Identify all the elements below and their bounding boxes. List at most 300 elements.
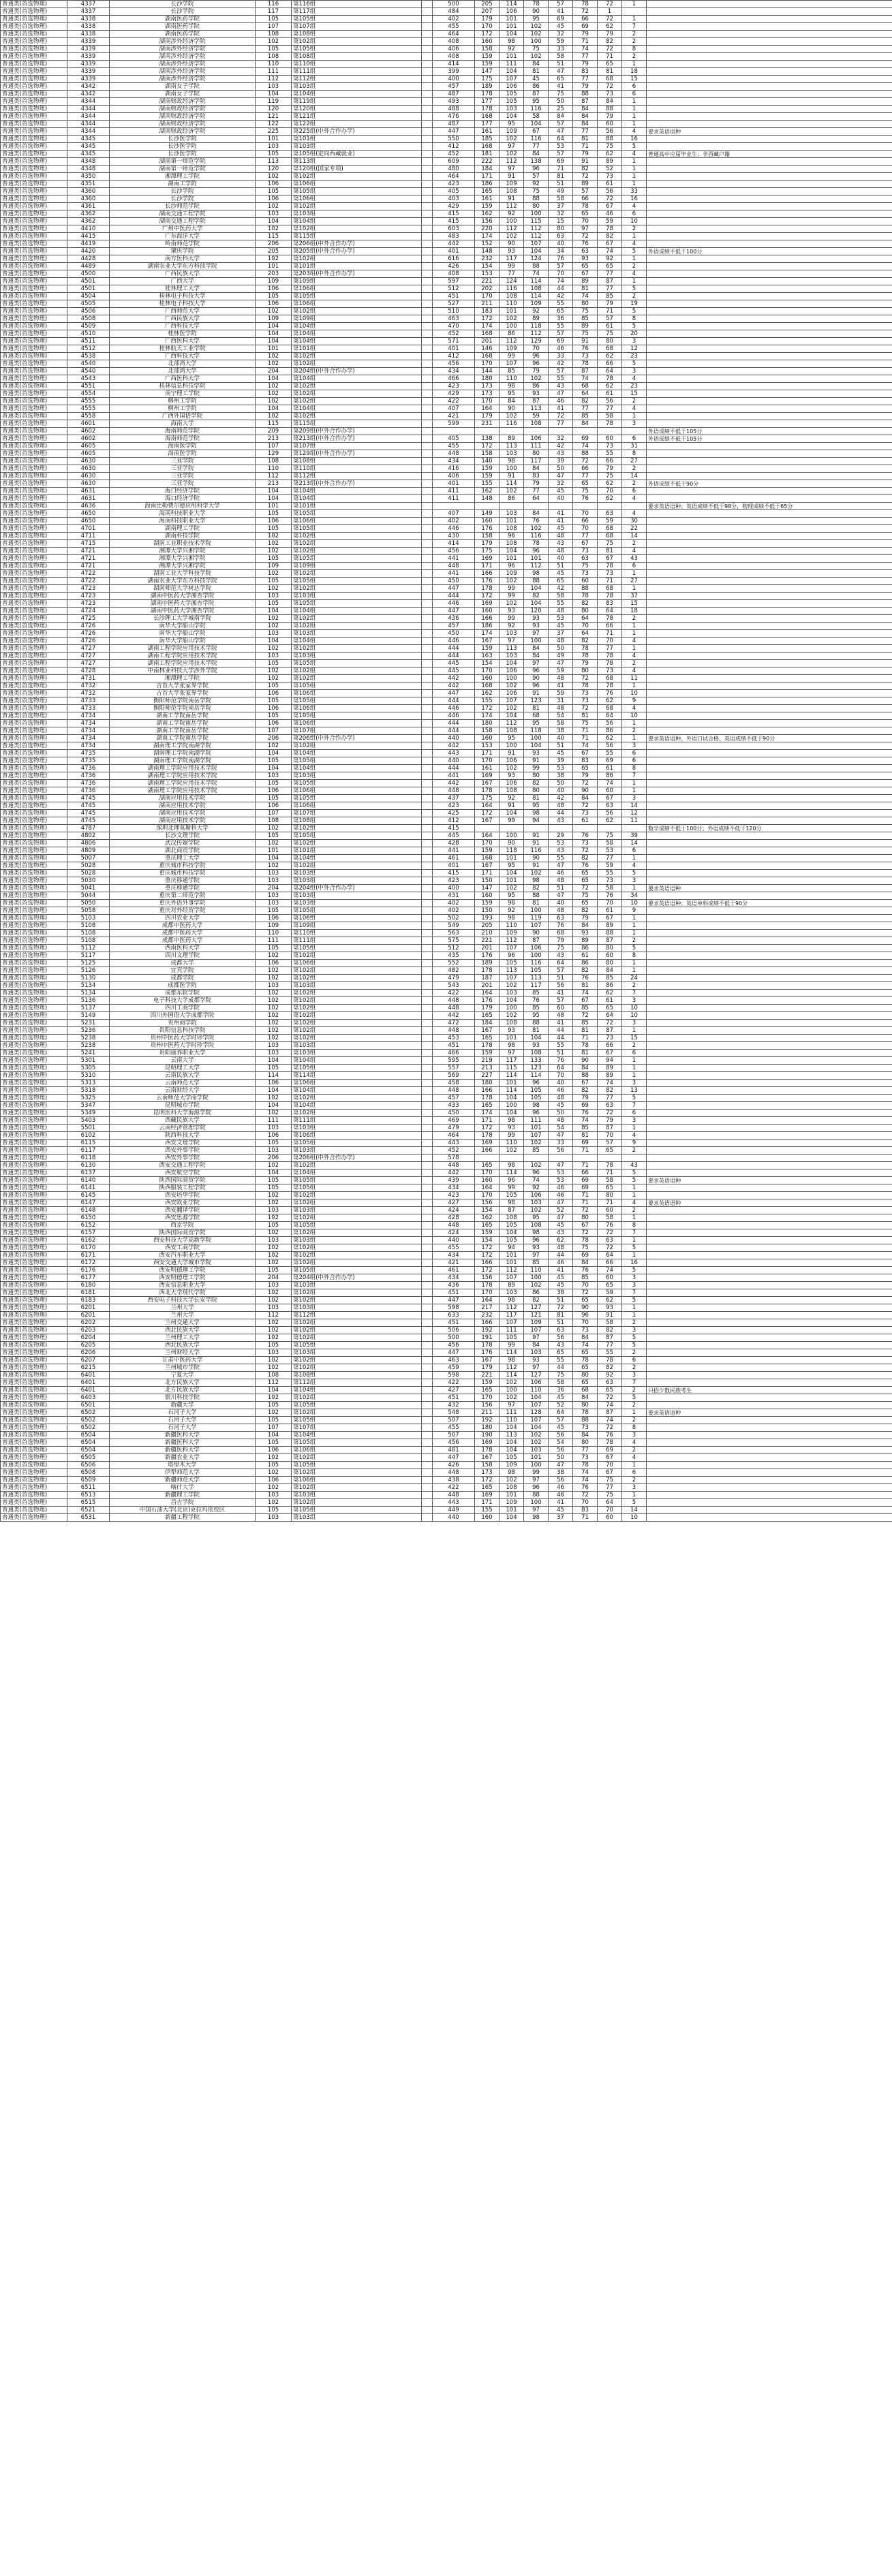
table-cell: 6506 (67, 1462, 110, 1469)
table-cell: 4543 (67, 375, 110, 383)
table-cell: 4745 (67, 802, 110, 810)
table-cell (422, 870, 433, 877)
table-cell: 69 (573, 1177, 598, 1184)
table-cell (422, 1319, 433, 1327)
table-cell: 15 (622, 600, 647, 608)
table-cell: 吉首大学张家界学院 (110, 682, 256, 690)
table-cell: 第103组 (292, 653, 422, 660)
table-cell: 102 (256, 353, 292, 360)
table-cell: 23 (622, 353, 647, 360)
table-cell: 第105组 (292, 1462, 422, 1469)
table-cell: 106 (499, 690, 524, 697)
table-cell: 66 (598, 623, 622, 630)
table-cell: 113 (256, 158, 292, 166)
table-cell: 普通类(首选物理) (1, 1035, 67, 1042)
table-cell: 普通类(首选物理) (1, 136, 67, 143)
table-cell: 西安信息职业大学 (110, 1282, 256, 1289)
table-cell: 84 (573, 106, 598, 113)
table-cell: 101 (499, 1259, 524, 1267)
table-cell: 62 (598, 495, 622, 503)
table-row (1, 458, 892, 465)
table-cell: 4722 (67, 570, 110, 578)
table-cell: 45 (549, 1394, 573, 1402)
table-cell: 61 (573, 952, 598, 960)
table-cell (598, 825, 622, 832)
table-cell: 149 (475, 510, 499, 518)
table-cell (422, 300, 433, 308)
table-row (1, 892, 892, 900)
table-cell: 第103组 (292, 593, 422, 600)
table-cell: 重庆城市科技学院 (110, 862, 256, 870)
table-cell: 普通类(首选物理) (1, 1057, 67, 1065)
table-cell: 79 (573, 660, 598, 667)
table-cell (647, 1005, 892, 1012)
table-cell: 第102组 (292, 225, 422, 233)
table-row (1, 960, 892, 967)
table-cell: 103 (256, 210, 292, 218)
table-cell: 155 (475, 1507, 499, 1514)
table-cell: 第105组 (292, 600, 422, 608)
table-cell: 451 (433, 1289, 475, 1297)
table-row (1, 772, 892, 780)
table-cell: 6501 (67, 1402, 110, 1409)
table-cell: 外语成绩不低于105分 (647, 435, 892, 443)
table-cell: 103 (256, 1282, 292, 1289)
table-cell: 4339 (67, 46, 110, 53)
table-cell: 148 (475, 248, 499, 255)
table-cell (422, 233, 433, 240)
table-cell: 101 (256, 263, 292, 270)
table-row (1, 1402, 892, 1409)
table-cell: 普通类(首选物理) (1, 1169, 67, 1177)
table-cell (422, 967, 433, 975)
table-cell: 459 (433, 1364, 475, 1372)
table-row (1, 645, 892, 653)
table-cell (422, 158, 433, 166)
table-cell: 408 (433, 53, 475, 61)
table-cell (422, 915, 433, 922)
table-cell: 5030 (67, 877, 110, 885)
table-cell: 新疆工程学院 (110, 1514, 256, 1522)
table-cell (647, 1499, 892, 1507)
table-cell: 普通类(首选物理) (1, 548, 67, 555)
table-cell: 5305 (67, 1065, 110, 1072)
table-cell: 湖南工业职业技术学院 (110, 540, 256, 548)
table-cell: 普通类(首选物理) (1, 1342, 67, 1349)
table-cell (647, 31, 892, 38)
table-cell: 102 (524, 525, 549, 533)
table-cell: 102 (256, 1192, 292, 1199)
table-cell: 103 (256, 593, 292, 600)
table-row (1, 870, 892, 877)
table-cell: 93 (573, 930, 598, 937)
table-cell: 海南科技职业大学 (110, 518, 256, 525)
table-cell: 426 (433, 263, 475, 270)
table-cell: 144 (475, 368, 499, 375)
table-cell: 105 (256, 151, 292, 158)
table-cell: 普通类(首选物理) (1, 1162, 67, 1169)
table-cell (422, 278, 433, 285)
table-cell: 479 (433, 975, 475, 982)
table-cell: 204 (256, 1274, 292, 1282)
table-cell: 湖南工学院南岳学院 (110, 720, 256, 727)
table-cell (422, 510, 433, 518)
table-cell: 43 (549, 847, 573, 855)
table-cell: 1 (622, 1072, 647, 1080)
table-cell: 162 (475, 210, 499, 218)
table-cell: 138 (475, 435, 499, 443)
table-cell: 86 (573, 960, 598, 967)
table-cell (647, 1087, 892, 1095)
table-cell: 436 (433, 1282, 475, 1289)
table-cell: 56 (549, 982, 573, 990)
table-cell: 广州中医药大学 (110, 225, 256, 233)
table-cell: 452 (433, 1147, 475, 1155)
table-cell: 40 (549, 900, 573, 907)
table-cell: 第106组 (292, 690, 422, 697)
table-cell: 160 (475, 675, 499, 682)
table-cell: 6502 (67, 1417, 110, 1424)
table-cell: 西京学院 (110, 1222, 256, 1229)
table-cell: 98 (499, 1042, 524, 1050)
table-cell: 第104组 (292, 750, 422, 757)
table-cell (622, 428, 647, 435)
table-cell: 普通类(首选物理) (1, 315, 67, 323)
table-cell: 92 (598, 1372, 622, 1379)
table-cell: 贵州中医药大学时珍学院 (110, 1042, 256, 1050)
table-cell: 484 (433, 8, 475, 16)
table-cell: 云南师范大学 (110, 1080, 256, 1087)
table-cell: 10 (622, 1012, 647, 1020)
table-cell: 51 (549, 563, 573, 570)
table-cell: 83 (573, 757, 598, 765)
table-cell: 527 (433, 300, 475, 308)
table-cell (647, 360, 892, 368)
table-cell: 86 (573, 945, 598, 952)
table-cell: 76 (549, 922, 573, 930)
table-cell (647, 1020, 892, 1027)
table-cell: 85 (524, 1005, 549, 1012)
table-cell (647, 653, 892, 660)
table-cell: 424 (433, 1207, 475, 1214)
table-cell (422, 1057, 433, 1065)
table-cell (422, 952, 433, 960)
table-cell: 普通类(首选物理) (1, 510, 67, 518)
table-cell: 北方民族大学 (110, 1379, 256, 1387)
table-cell (422, 23, 433, 31)
table-cell: 102 (256, 570, 292, 578)
table-cell: 178 (475, 91, 499, 98)
table-cell: 普通类(首选物理) (1, 488, 67, 495)
table-cell: 78 (573, 645, 598, 653)
table-cell: 45 (549, 488, 573, 495)
table-cell: 普通类(首选物理) (1, 338, 67, 345)
table-cell: 102 (256, 1005, 292, 1012)
table-cell: 46 (598, 210, 622, 218)
table-cell: 70 (573, 1499, 598, 1507)
table-cell: 广西民族大学 (110, 270, 256, 278)
table-cell: 63 (573, 555, 598, 563)
table-cell: 67 (598, 795, 622, 802)
table-cell: 102 (256, 742, 292, 750)
table-cell: 111 (256, 1117, 292, 1125)
table-cell: 70 (573, 525, 598, 533)
table-cell: 81 (573, 285, 598, 293)
table-cell: 4540 (67, 368, 110, 375)
table-cell: 449 (433, 1507, 475, 1514)
table-cell: 105 (256, 1507, 292, 1514)
table-cell (647, 1110, 892, 1117)
table-cell: 6206 (67, 1349, 110, 1357)
table-cell: 51 (549, 61, 573, 68)
table-cell: 440 (433, 1237, 475, 1244)
table-cell (422, 1177, 433, 1184)
table-row (1, 1364, 892, 1372)
table-row (1, 1477, 892, 1484)
table-cell (422, 218, 433, 225)
table-row (1, 390, 892, 398)
table-cell: 102 (499, 488, 524, 495)
table-cell: 176 (475, 952, 499, 960)
table-cell: 4725 (67, 615, 110, 623)
table-cell: 66 (573, 465, 598, 473)
table-row (1, 1492, 892, 1499)
table-cell: 2 (622, 937, 647, 945)
table-row (1, 1005, 892, 1012)
table-cell: 普通类(首选物理) (1, 495, 67, 503)
table-cell (422, 1327, 433, 1334)
table-cell (647, 1417, 892, 1424)
table-cell: 普通类(首选物理) (1, 248, 67, 255)
table-cell: 湖南农业大学东方科技学院 (110, 578, 256, 585)
table-cell (647, 308, 892, 315)
table-cell: 102 (256, 1327, 292, 1334)
table-cell: 5108 (67, 930, 110, 937)
table-cell: 第104组 (292, 495, 422, 503)
table-cell (422, 945, 433, 952)
table-cell: 112 (524, 563, 549, 570)
table-cell: 78 (573, 653, 598, 660)
table-cell: 第105组 (292, 1402, 422, 1409)
table-cell: 75 (573, 330, 598, 338)
table-cell (422, 203, 433, 210)
table-cell (647, 143, 892, 151)
table-cell: 114 (499, 1372, 524, 1379)
table-cell: 4558 (67, 413, 110, 420)
table-cell: 普通类(首选物理) (1, 465, 67, 473)
table-cell: 第102组 (292, 1454, 422, 1462)
table-cell: 102 (256, 615, 292, 623)
table-cell: 72 (573, 233, 598, 240)
table-row (1, 1387, 892, 1394)
table-cell: 169 (475, 1492, 499, 1499)
table-cell: 普通类(首选物理) (1, 840, 67, 847)
table-cell: 1 (622, 1192, 647, 1199)
table-cell: 云南师范大学商学院 (110, 1095, 256, 1102)
table-cell: 4701 (67, 525, 110, 533)
table-row (1, 1282, 892, 1289)
table-cell (647, 1507, 892, 1514)
table-cell: 41 (549, 405, 573, 413)
table-row (1, 877, 892, 885)
table-cell: 82 (598, 1327, 622, 1334)
table-cell: 159 (475, 473, 499, 480)
table-cell: 第102组 (292, 540, 422, 548)
table-cell: 408 (433, 270, 475, 278)
table-cell: 105 (256, 1402, 292, 1409)
table-cell: 6150 (67, 1214, 110, 1222)
table-cell (647, 660, 892, 667)
table-cell: 66 (573, 195, 598, 203)
table-cell: 116 (499, 285, 524, 293)
table-cell: 201 (475, 982, 499, 990)
table-cell (647, 802, 892, 810)
table-cell (422, 285, 433, 293)
table-cell: 第102组 (292, 1319, 422, 1327)
table-cell: 普通类(首选物理) (1, 795, 67, 802)
table-cell: 115 (499, 1065, 524, 1072)
table-cell: 57 (549, 121, 573, 128)
table-cell: 4732 (67, 682, 110, 690)
table-cell: 1 (622, 720, 647, 727)
table-cell (647, 630, 892, 638)
table-cell (647, 1402, 892, 1409)
table-cell: 云南民族大学 (110, 1072, 256, 1080)
table-row (1, 1065, 892, 1072)
table-cell: 第102组 (292, 255, 422, 263)
table-row (1, 780, 892, 787)
table-cell (622, 8, 647, 16)
table-cell: 65 (598, 1282, 622, 1289)
table-row (1, 847, 892, 855)
table-cell: 112 (499, 203, 524, 210)
table-cell: 74 (598, 1417, 622, 1424)
table-cell: 56 (598, 188, 622, 195)
table-cell: 61 (598, 390, 622, 398)
table-cell: 重庆移通学院 (110, 885, 256, 892)
table-cell: 68 (598, 76, 622, 83)
table-cell: 80 (598, 338, 622, 345)
table-cell: 92 (524, 308, 549, 315)
table-cell: 普通类(首选物理) (1, 173, 67, 180)
table-cell (422, 757, 433, 765)
table-cell (422, 68, 433, 76)
table-cell: 普通类(首选物理) (1, 593, 67, 600)
table-cell (422, 383, 433, 390)
table-cell (647, 270, 892, 278)
table-cell (422, 840, 433, 847)
table-cell: 普通类(首选物理) (1, 428, 67, 435)
table-cell: 430 (433, 533, 475, 540)
table-cell: 1 (622, 233, 647, 240)
table-cell: 111 (256, 937, 292, 945)
table-cell: 西安外事学院 (110, 1147, 256, 1155)
table-cell: 昆明理工大学 (110, 1065, 256, 1072)
table-cell: 466 (433, 1050, 475, 1057)
table-cell: 106 (256, 705, 292, 712)
table-cell (647, 1514, 892, 1522)
table-cell (647, 1125, 892, 1132)
table-cell: 105 (256, 1222, 292, 1229)
table-cell: 第103组 (292, 1125, 422, 1132)
table-cell (647, 1364, 892, 1372)
table-cell: 105 (256, 600, 292, 608)
table-row (1, 1, 892, 8)
table-cell: 178 (475, 1342, 499, 1349)
table-cell: 72 (598, 1394, 622, 1402)
table-cell: 普通类(首选物理) (1, 540, 67, 548)
table-cell: 62 (598, 1297, 622, 1304)
table-cell (647, 1439, 892, 1447)
table-cell: 73 (598, 877, 622, 885)
table-cell: 53 (549, 615, 573, 623)
table-cell: 重庆对外经贸学院 (110, 907, 256, 915)
table-cell: 108 (499, 293, 524, 300)
table-row (1, 173, 892, 180)
table-cell: 53 (549, 143, 573, 151)
table-cell (422, 1020, 433, 1027)
table-cell: 55 (549, 300, 573, 308)
table-cell: 普通类(首选物理) (1, 360, 67, 368)
table-cell: 158 (475, 533, 499, 540)
table-cell: 要求英语语种，外语口试合格，英语成绩不低于90分 (647, 735, 892, 742)
table-cell (647, 548, 892, 555)
table-cell: 普通类(首选物理) (1, 353, 67, 360)
table-cell (422, 360, 433, 368)
table-cell: 湖南应用技术学院 (110, 802, 256, 810)
table-row (1, 1117, 892, 1125)
table-cell: 97 (499, 143, 524, 151)
table-cell (622, 503, 647, 510)
table-cell: 湖南农业大学东方科技学院 (110, 263, 256, 270)
table-cell (422, 533, 433, 540)
table-cell: 77 (573, 1447, 598, 1454)
table-cell: 6183 (67, 1297, 110, 1304)
table-cell: 4726 (67, 630, 110, 638)
table-cell: 67 (598, 240, 622, 248)
table-cell: 3 (622, 368, 647, 375)
table-cell: 79 (573, 151, 598, 158)
table-cell: 81 (573, 1050, 598, 1057)
table-cell: 6205 (67, 1342, 110, 1349)
table-cell: 109 (256, 315, 292, 323)
table-cell: 4 (622, 1439, 647, 1447)
table-cell: 152 (475, 240, 499, 248)
table-cell: 48 (549, 638, 573, 645)
table-cell: 90 (499, 405, 524, 413)
table-cell: 10 (622, 900, 647, 907)
table-cell: 88 (524, 578, 549, 585)
table-cell: 179 (475, 1005, 499, 1012)
table-cell: 92 (524, 1184, 549, 1192)
table-cell (549, 503, 573, 510)
table-cell: 89 (598, 1065, 622, 1072)
table-cell: 61 (573, 817, 598, 825)
table-row (1, 817, 892, 825)
table-cell (647, 1095, 892, 1102)
table-cell: 72 (573, 1229, 598, 1237)
table-cell (422, 473, 433, 480)
table-cell: 湖南女子学院 (110, 83, 256, 91)
table-cell: 448 (433, 1222, 475, 1229)
table-cell: 507 (433, 1417, 475, 1424)
table-cell: 158 (475, 450, 499, 458)
table-cell: 112 (256, 1312, 292, 1319)
table-cell: 103 (256, 143, 292, 151)
table-cell: 97 (573, 225, 598, 233)
table-cell: 7 (622, 1379, 647, 1387)
table-cell (647, 975, 892, 982)
